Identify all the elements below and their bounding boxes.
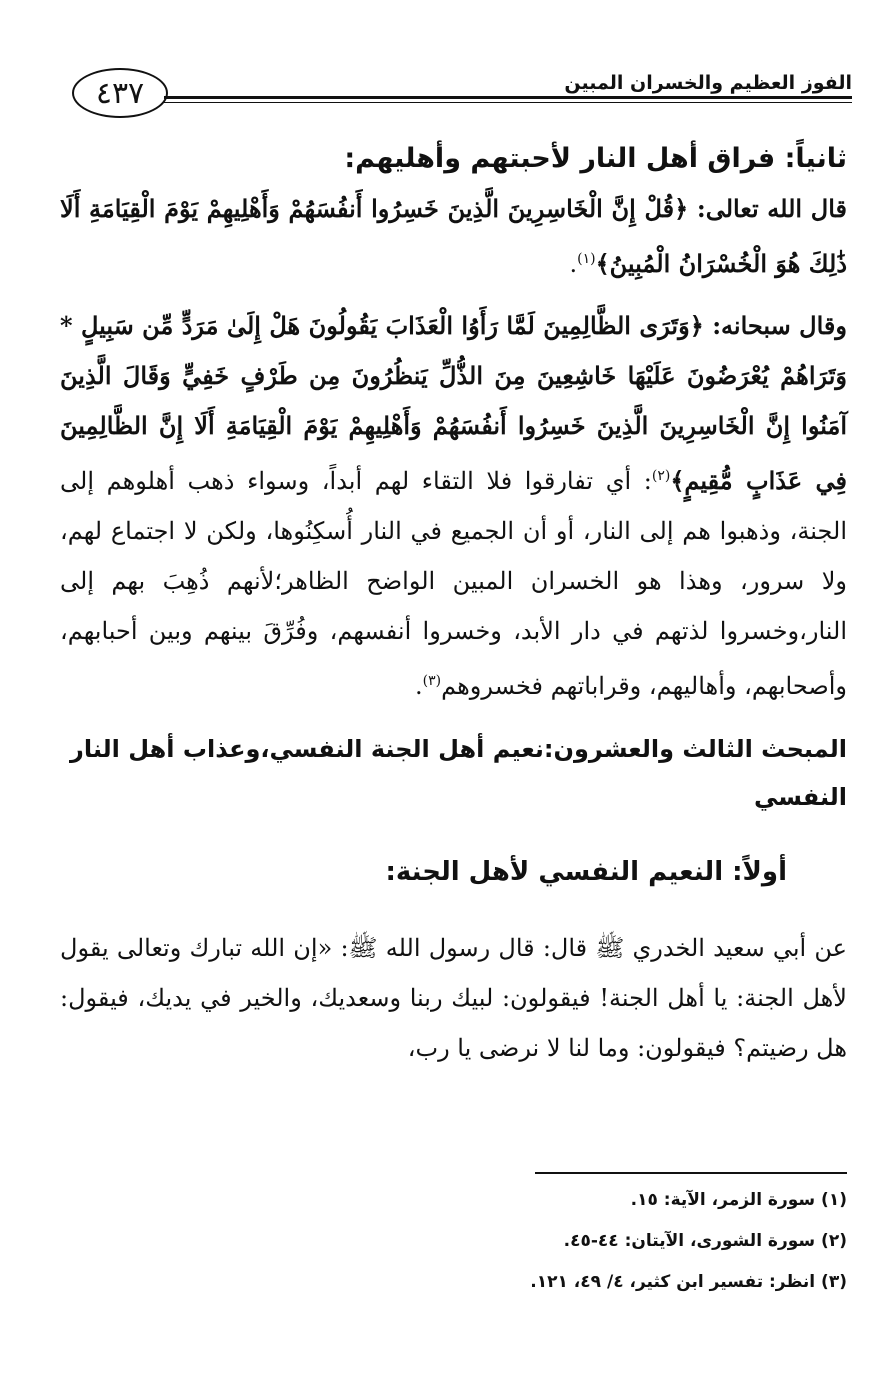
quran-verse-shura: وقال سبحانه: ﴿وَتَرَى الظَّالِمِينَ لَمَّا رَأَوُا الْعَذَابَ يَقُولُونَ هَلْ إِلَىٰ مَرَدٍّ مِّن سَبِيلٍ * وَتَرَاهُمْ يُعْرَضُونَ عَلَيْهَا خَاشِعِينَ مِنَ الذُّلِّ يَنظُرُونَ مِن طَرْفٍ خَفِيٍّ وَقَالَ الَّذِينَ آمَنُوا إِنَّ الْخَاسِرِينَ الَّذِينَ خَسِرُوا أَنفُسَهُمْ وَأَهْلِيهِمْ يَوْمَ الْقِيَامَةِ أَلَا إِنَّ الظَّالِمِينَ فِي عَذَابٍ مُّقِيمٍ﴾ [60,311,847,495]
sub-heading-paradise-bliss: أولاً: النعيم النفسي لأهل الجنة: [385,857,787,887]
section-heading-separation: ثانياً: فراق أهل النار لأحبتهم وأهليهم: [344,143,847,174]
footnote-ref-3: (٣) [422,673,442,689]
footnote-1: (١) سورة الزمر، الآية: ١٥. [630,1190,847,1210]
footnote-3: (٣) انظر: تفسير ابن كثير، ٤/ ٤٩، ١٢١. [530,1272,847,1292]
paragraph-shura-verse [60,301,847,711]
page-number: ٤٣٧ [72,68,168,118]
chapter-heading-23: المبحث الثالث والعشرون:نعيم أهل الجنة النفسي،وعذاب أهل النار النفسي [70,735,847,811]
header-rule-thin [164,102,852,103]
footnote-ref-2: (٢) [651,468,671,484]
header-rule-thick [164,96,852,99]
footnote-separator [535,1172,847,1174]
footnote-ref-1: (١) [577,251,596,267]
footnote-2: (٢) سورة الشورى، الآيتان: ٤٤-٤٥. [563,1231,847,1251]
main-text [60,130,847,1073]
quran-verse-zumar: قال الله تعالى: ﴿قُلْ إِنَّ الْخَاسِرِينَ الَّذِينَ خَسِرُوا أَنفُسَهُمْ وَأَهْلِيهِمْ يَوْمَ الْقِيَامَةِ أَلَا ذَٰلِكَ هُوَ الْخُسْرَانُ الْمُبِينُ﴾ [60,194,847,278]
running-title: الفوز العظيم والخسران المبين [564,72,852,94]
paragraph-hadith: عن أبي سعيد الخدري ﷺ قال: قال رسول الله ﷺ: «إن الله تبارك وتعالى يقول لأهل الجنة: يا أهل الجنة! فيقولون: لبيك ربنا وسعديك، والخير في يديك، فيقول: هل رضيتم؟ فيقولون: وما لنا لا نرضى يا رب، [60,934,847,1062]
paragraph-zumar-verse: قال الله تعالى: ﴿قُلْ إِنَّ الْخَاسِرِينَ الَّذِينَ خَسِرُوا أَنفُسَهُمْ وَأَهْلِيهِمْ يَوْمَ الْقِيَامَةِ أَلَا ذَٰلِكَ هُوَ الْخُسْرَانُ الْمُبِينُ﴾$^{(١)}$. [60,194,847,278]
page-header [72,62,852,132]
footnotes [87,1180,847,1303]
period: . [415,672,423,700]
commentary-text: : أي تفارقوا فلا التقاء لهم أبداً، وسواء ذهب أهلوهم إلى الجنة، وذهبوا هم إلى النار، أو أن الجميع في النار أُسكِنُوها، ولكن لا اجتماع لهم، ولا سرور، وهذا هو الخسران المبين الواضح الظاهر؛لأنهم ذُهِبَ بهم إلى النار،وخسروا لذتهم في دار الأبد، وخسروا أنفسهم، وفُرِّقَ بينهم وبين أحبابهم، وأصحابهم، وأهاليهم، وقراباتهم فخسروهم [60,467,847,700]
